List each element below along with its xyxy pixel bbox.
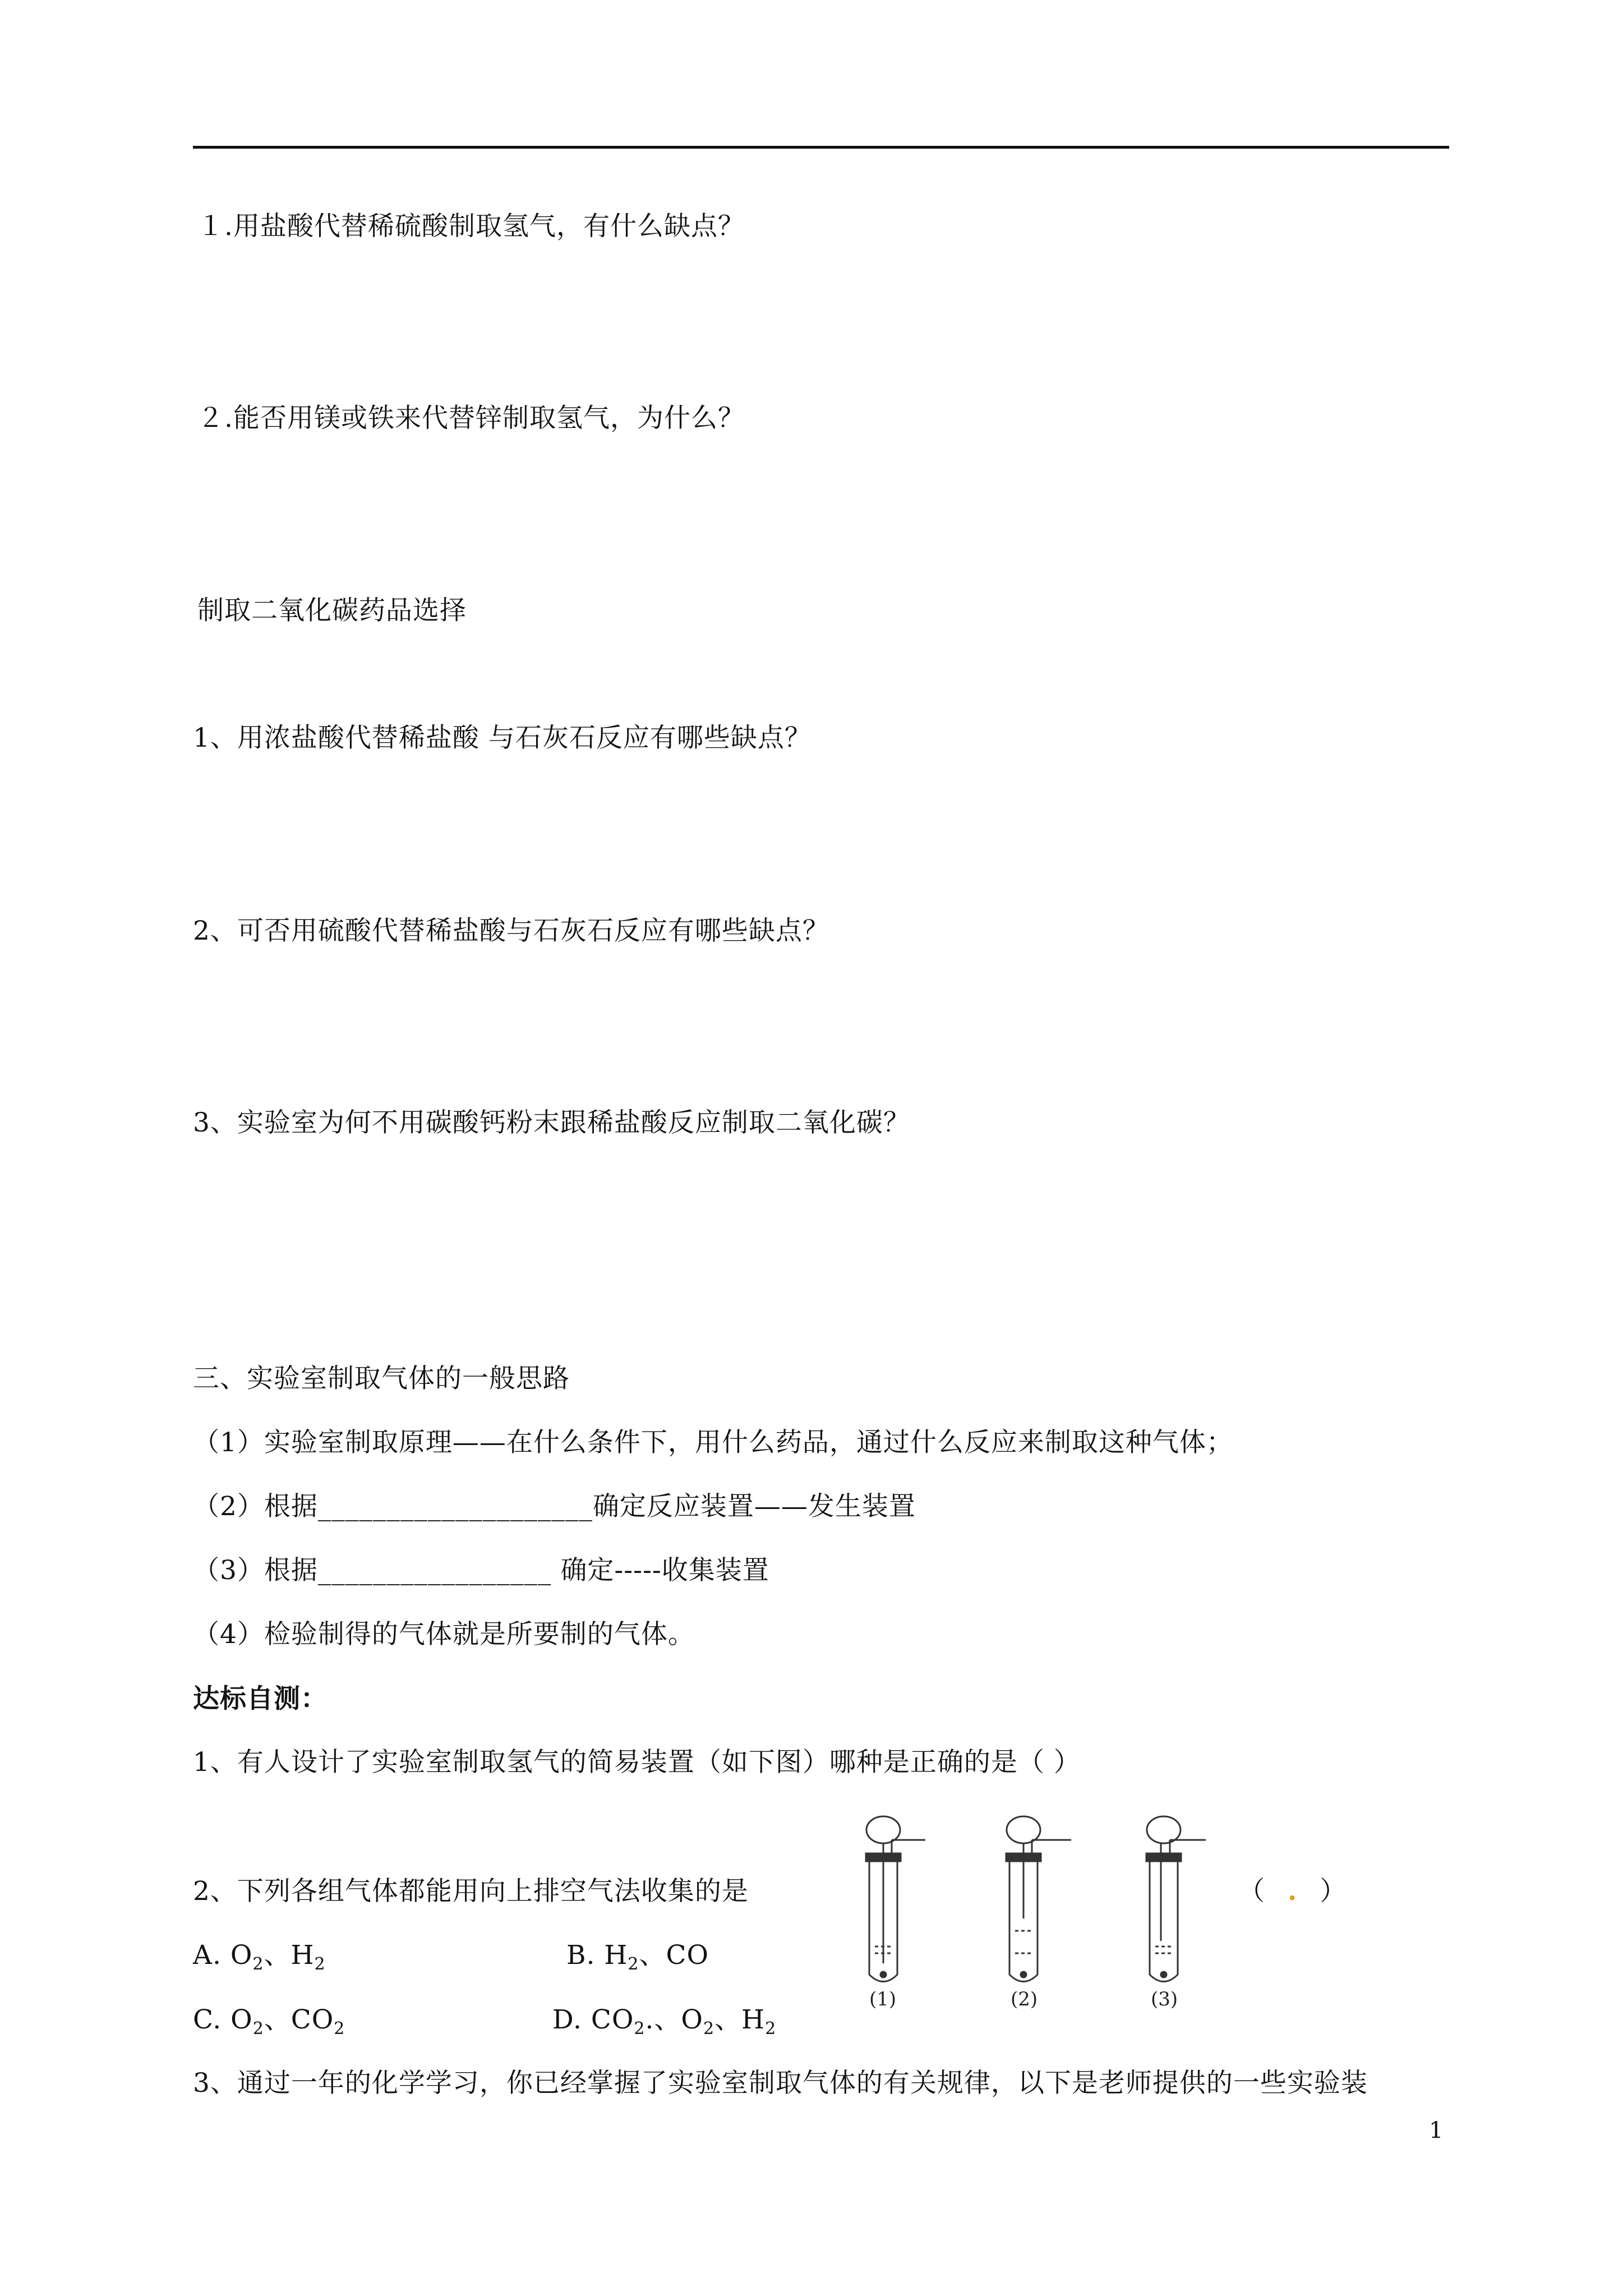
step-3: （3）根据_________________ 确定-----收集装置	[193, 1555, 769, 1586]
page-number: 1	[1429, 2118, 1444, 2143]
question-h2-1: １.用盐酸代替稀硫酸制取氢气，有什么缺点？	[197, 211, 745, 242]
option-c-sub: 2	[252, 2019, 264, 2039]
test-question-1: 1、有人设计了实验室制取氢气的简易装置（如下图）哪种是正确的是（ ）	[193, 1747, 1081, 1778]
apparatus-3	[1146, 1816, 1206, 1982]
option-d-text-2: .、O	[645, 2004, 703, 2035]
test-question-3: 3、通过一年的化学学习，你已经掌握了实验室制取气体的有关规律，以下是老师提供的一些实验装	[193, 2068, 1368, 2099]
figure-label-2: (2)	[1011, 1988, 1038, 2008]
option-a	[193, 1940, 326, 1974]
figure-label-3: (3)	[1151, 1988, 1178, 2008]
apparatus-2	[1006, 1816, 1071, 1982]
question-co2-3: 3、实验室为何不用碳酸钙粉末跟稀盐酸反应制取二氧化碳？	[193, 1107, 910, 1138]
option-d-sub: 2	[634, 2019, 645, 2039]
option-d-text: D. CO	[552, 2004, 634, 2035]
step-1: （1）实验室制取原理——在什么条件下，用什么药品，通过什么反应来制取这种气体；	[193, 1427, 1233, 1458]
question-co2-2: 2、可否用硫酸代替稀盐酸与石灰石反应有哪些缺点？	[193, 915, 829, 946]
apparatus-1	[866, 1816, 925, 1982]
answer-paren-open: （	[1238, 1876, 1265, 1907]
option-c-sub-2: 2	[334, 2019, 345, 2039]
self-test-title: 达标自测：	[193, 1683, 328, 1714]
answer-paren-close: ）	[1320, 1876, 1347, 1907]
option-c-text-2: 、CO	[264, 2004, 334, 2035]
option-d-sub-2: 2	[703, 2019, 715, 2039]
header-rule	[193, 146, 1449, 149]
option-d	[552, 2004, 777, 2039]
section-three-title: 三、实验室制取气体的一般思路	[193, 1363, 570, 1394]
option-b-text: B. H	[566, 1940, 628, 1971]
apparatus-figure	[830, 1806, 1234, 2008]
test-tube-3	[1150, 1856, 1178, 1982]
question-h2-2: ２.能否用镁或铁来代替锌制取氢气，为什么？	[197, 403, 745, 434]
option-c	[193, 2004, 345, 2039]
option-a-text: A. O	[193, 1940, 253, 1971]
co2-section-heading: 制取二氧化碳药品选择	[197, 595, 467, 626]
option-b-text-2: 、CO	[639, 1940, 709, 1971]
option-b-sub: 2	[628, 1954, 639, 1974]
figure-label-1: (1)	[869, 1988, 897, 2008]
option-a-sub-2: 2	[314, 1954, 326, 1974]
step-2: （2）根据____________________确定反应装置——发生装置	[193, 1491, 916, 1522]
answer-paren	[1238, 1876, 1347, 1907]
option-d-text-3: 、H	[714, 2004, 766, 2035]
test-question-2: 2、下列各组气体都能用向上排空气法收集的是	[193, 1876, 749, 1907]
question-co2-1: 1、用浓盐酸代替稀盐酸 与石灰石反应有哪些缺点？	[193, 723, 811, 753]
answer-mark: .	[1288, 1876, 1298, 1907]
option-d-sub-3: 2	[765, 2019, 777, 2039]
option-c-text: C. O	[193, 2004, 253, 2035]
option-a-text-2: 、H	[264, 1940, 315, 1971]
option-a-sub: 2	[252, 1954, 264, 1974]
step-4: （4）检验制得的气体就是所要制的气体。	[193, 1619, 695, 1650]
option-b	[566, 1940, 709, 1974]
